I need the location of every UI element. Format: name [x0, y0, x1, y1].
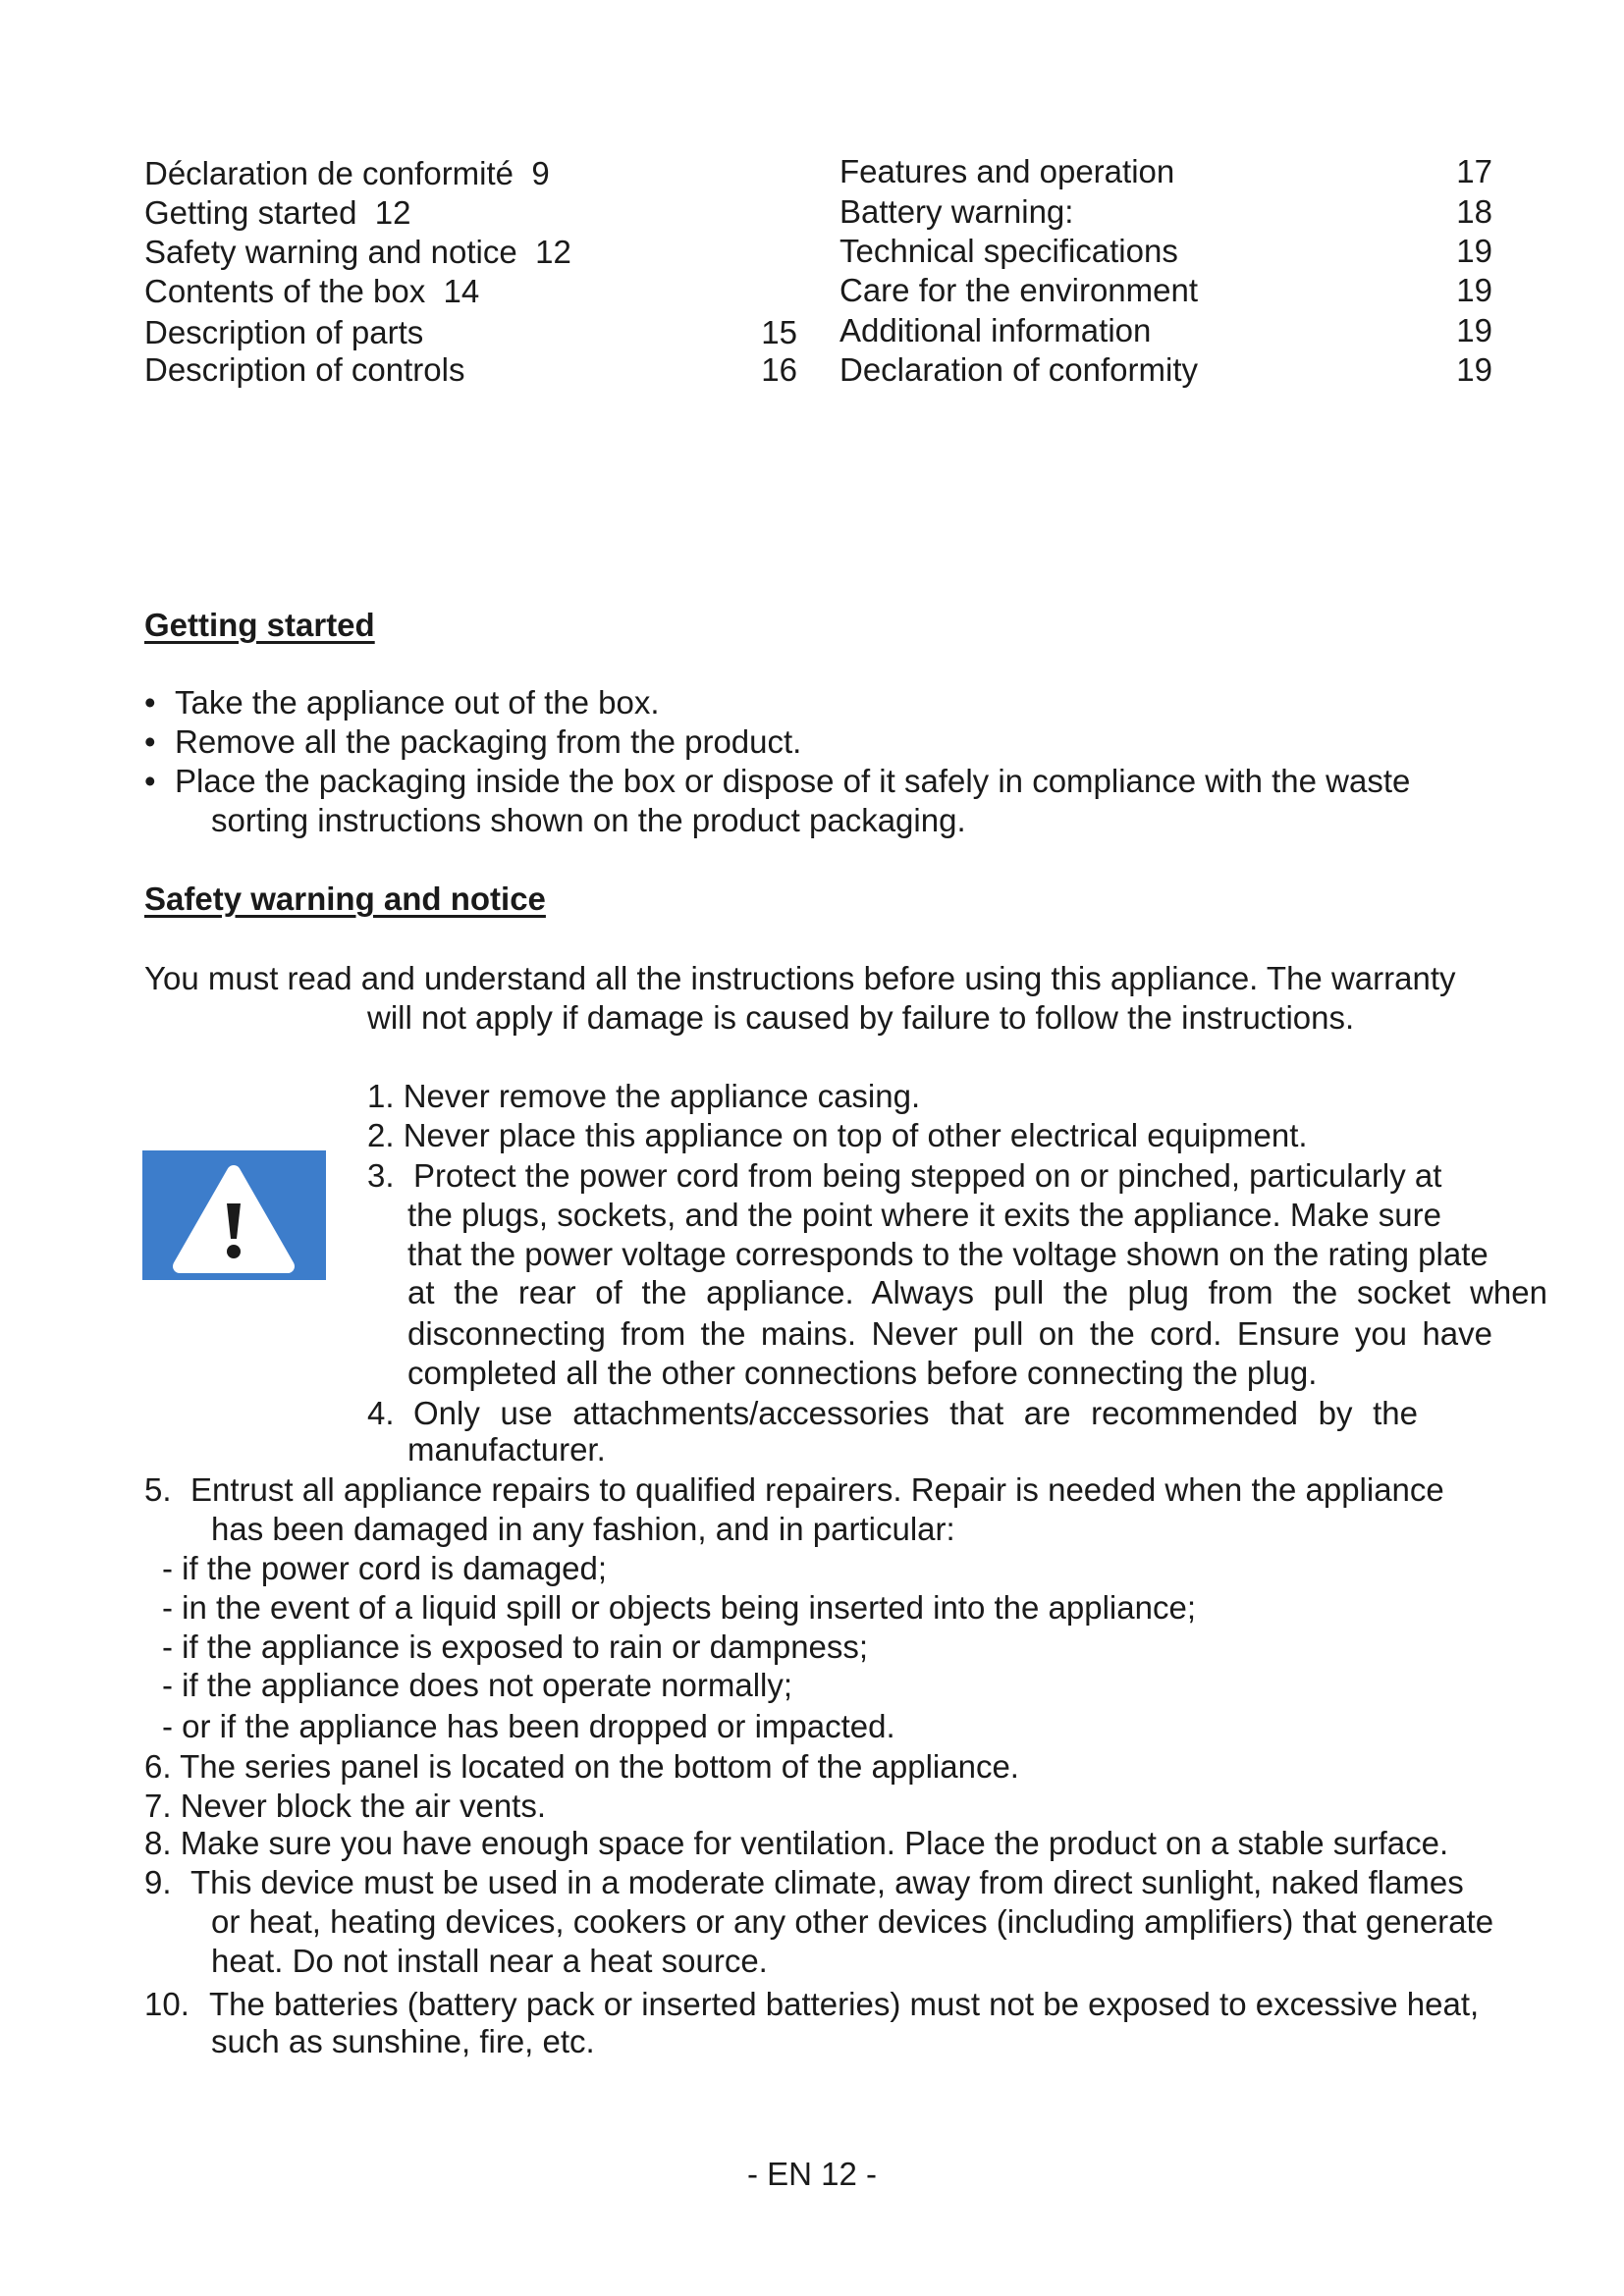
toc-entry[interactable]	[839, 271, 1198, 310]
safety-item-5-line: has been damaged in any fashion, and in particular:	[211, 1511, 955, 1547]
safety-item-4-number: 4.	[367, 1395, 395, 1431]
safety-item-9-line: or heat, heating devices, cookers or any other devices (including amplifiers) that generate	[211, 1903, 1494, 1940]
toc-page: 16	[761, 351, 797, 388]
safety-item-10-line: The batteries (battery pack or inserted batteries) must not be exposed to excessive heat,	[209, 1986, 1480, 2022]
safety-item-3-line: the plugs, sockets, and the point where it exits the appliance. Make sure	[407, 1197, 1441, 1233]
safety-item-5-number: 5.	[144, 1471, 172, 1508]
toc-title: Technical specifications	[839, 233, 1178, 269]
toc-entry[interactable]	[839, 192, 1073, 232]
toc-entry[interactable]	[144, 313, 423, 352]
toc-title: Battery warning:	[839, 193, 1074, 230]
safety-item-10-number: 10.	[144, 1986, 189, 2022]
getting-started-item: Take the appliance out of the box.	[175, 684, 660, 721]
safety-item-10-line: such as sunshine, fire, etc.	[211, 2023, 595, 2059]
safety-item-6: 6. The series panel is located on the bottom of the appliance.	[144, 1748, 1019, 1785]
toc-entry[interactable]	[839, 311, 1151, 350]
toc-title: Additional information	[839, 312, 1152, 348]
toc-entry[interactable]	[839, 152, 1174, 191]
toc-entry[interactable]	[144, 272, 479, 311]
safety-dash-item: - if the power cord is damaged;	[162, 1550, 608, 1586]
toc-page: 19	[1456, 351, 1492, 388]
toc-title: Care for the environment	[839, 272, 1199, 308]
toc-page: 19	[1456, 233, 1492, 269]
bullet-icon: •	[144, 763, 156, 799]
toc-page: 19	[1456, 312, 1492, 348]
safety-item-5-line: Entrust all appliance repairs to qualified repairers. Repair is needed when the appliance	[190, 1471, 1444, 1508]
toc-entry[interactable]	[839, 350, 1198, 390]
toc-title: Déclaration de conformité	[144, 155, 514, 191]
safety-dash-item: - if the appliance is exposed to rain or dampness;	[162, 1629, 869, 1665]
getting-started-heading: Getting started	[144, 607, 375, 643]
toc-title: Safety warning and notice	[144, 234, 517, 270]
safety-item-3-line: Protect the power cord from being stepped on or pinched, particularly at	[413, 1157, 1442, 1194]
toc-page: 17	[1456, 153, 1492, 189]
toc-entry[interactable]	[144, 193, 411, 233]
toc-page: 12	[535, 234, 571, 270]
safety-item-2: 2. Never place this appliance on top of other electrical equipment.	[367, 1117, 1308, 1153]
getting-started-item-continued: sorting instructions shown on the product packaging.	[211, 802, 966, 838]
safety-item-7: 7. Never block the air vents.	[144, 1788, 547, 1824]
safety-item-9-number: 9.	[144, 1864, 172, 1900]
toc-entry[interactable]	[144, 350, 464, 390]
toc-page: 12	[374, 194, 411, 231]
toc-page: 19	[1456, 272, 1492, 308]
safety-heading: Safety warning and notice	[144, 881, 546, 917]
toc-entry[interactable]	[839, 232, 1178, 271]
safety-intro: You must read and understand all the instructions before using this appliance. The warranty	[144, 960, 1456, 996]
toc-title: Getting started	[144, 194, 357, 231]
bullet-icon: •	[144, 684, 156, 721]
getting-started-item: Remove all the packaging from the product.	[175, 723, 802, 760]
toc-title: Contents of the box	[144, 273, 426, 309]
safety-item-3-line: disconnecting from the mains. Never pull on the cord. Ensure you have	[407, 1315, 1492, 1352]
safety-item-1: 1. Never remove the appliance casing.	[367, 1078, 921, 1114]
safety-dash-item: - or if the appliance has been dropped or impacted.	[162, 1708, 895, 1744]
bullet-icon: •	[144, 723, 156, 760]
toc-page: 18	[1456, 193, 1492, 230]
safety-item-3-line: at the rear of the appliance. Always pull the plug from the socket when	[407, 1274, 1547, 1310]
safety-item-9-line: heat. Do not install near a heat source.	[211, 1943, 768, 1979]
getting-started-item: Place the packaging inside the box or dispose of it safely in compliance with the waste	[175, 763, 1411, 799]
safety-item-3-line: that the power voltage corresponds to the voltage shown on the rating plate	[407, 1236, 1489, 1272]
safety-item-3-number: 3.	[367, 1157, 395, 1194]
toc-title: Declaration of conformity	[839, 351, 1198, 388]
safety-dash-item: - if the appliance does not operate normally;	[162, 1667, 793, 1703]
toc-title: Description of parts	[144, 314, 424, 350]
safety-item-8: 8. Make sure you have enough space for ventilation. Place the product on a stable surface.	[144, 1825, 1449, 1861]
safety-dash-item: - in the event of a liquid spill or objects being inserted into the appliance;	[162, 1589, 1196, 1626]
page-number: - EN 12 -	[746, 2156, 878, 2192]
toc-entry[interactable]	[144, 233, 571, 272]
toc-title: Description of controls	[144, 351, 465, 388]
toc-page: 9	[531, 155, 550, 191]
warning-box	[142, 1150, 326, 1280]
warning-triangle-icon	[142, 1150, 326, 1280]
safety-item-3-line: completed all the other connections before connecting the plug.	[407, 1355, 1318, 1391]
toc-page: 14	[443, 273, 480, 309]
toc-entry[interactable]	[144, 154, 550, 193]
safety-intro-continued: will not apply if damage is caused by failure to follow the instructions.	[367, 999, 1355, 1036]
safety-item-4-line: Only use attachments/accessories that are recommended by the	[413, 1395, 1418, 1431]
safety-item-9-line: This device must be used in a moderate climate, away from direct sunlight, naked flames	[190, 1864, 1464, 1900]
toc-page: 15	[761, 314, 797, 350]
safety-item-4-line: manufacturer.	[407, 1431, 606, 1468]
toc-title: Features and operation	[839, 153, 1175, 189]
